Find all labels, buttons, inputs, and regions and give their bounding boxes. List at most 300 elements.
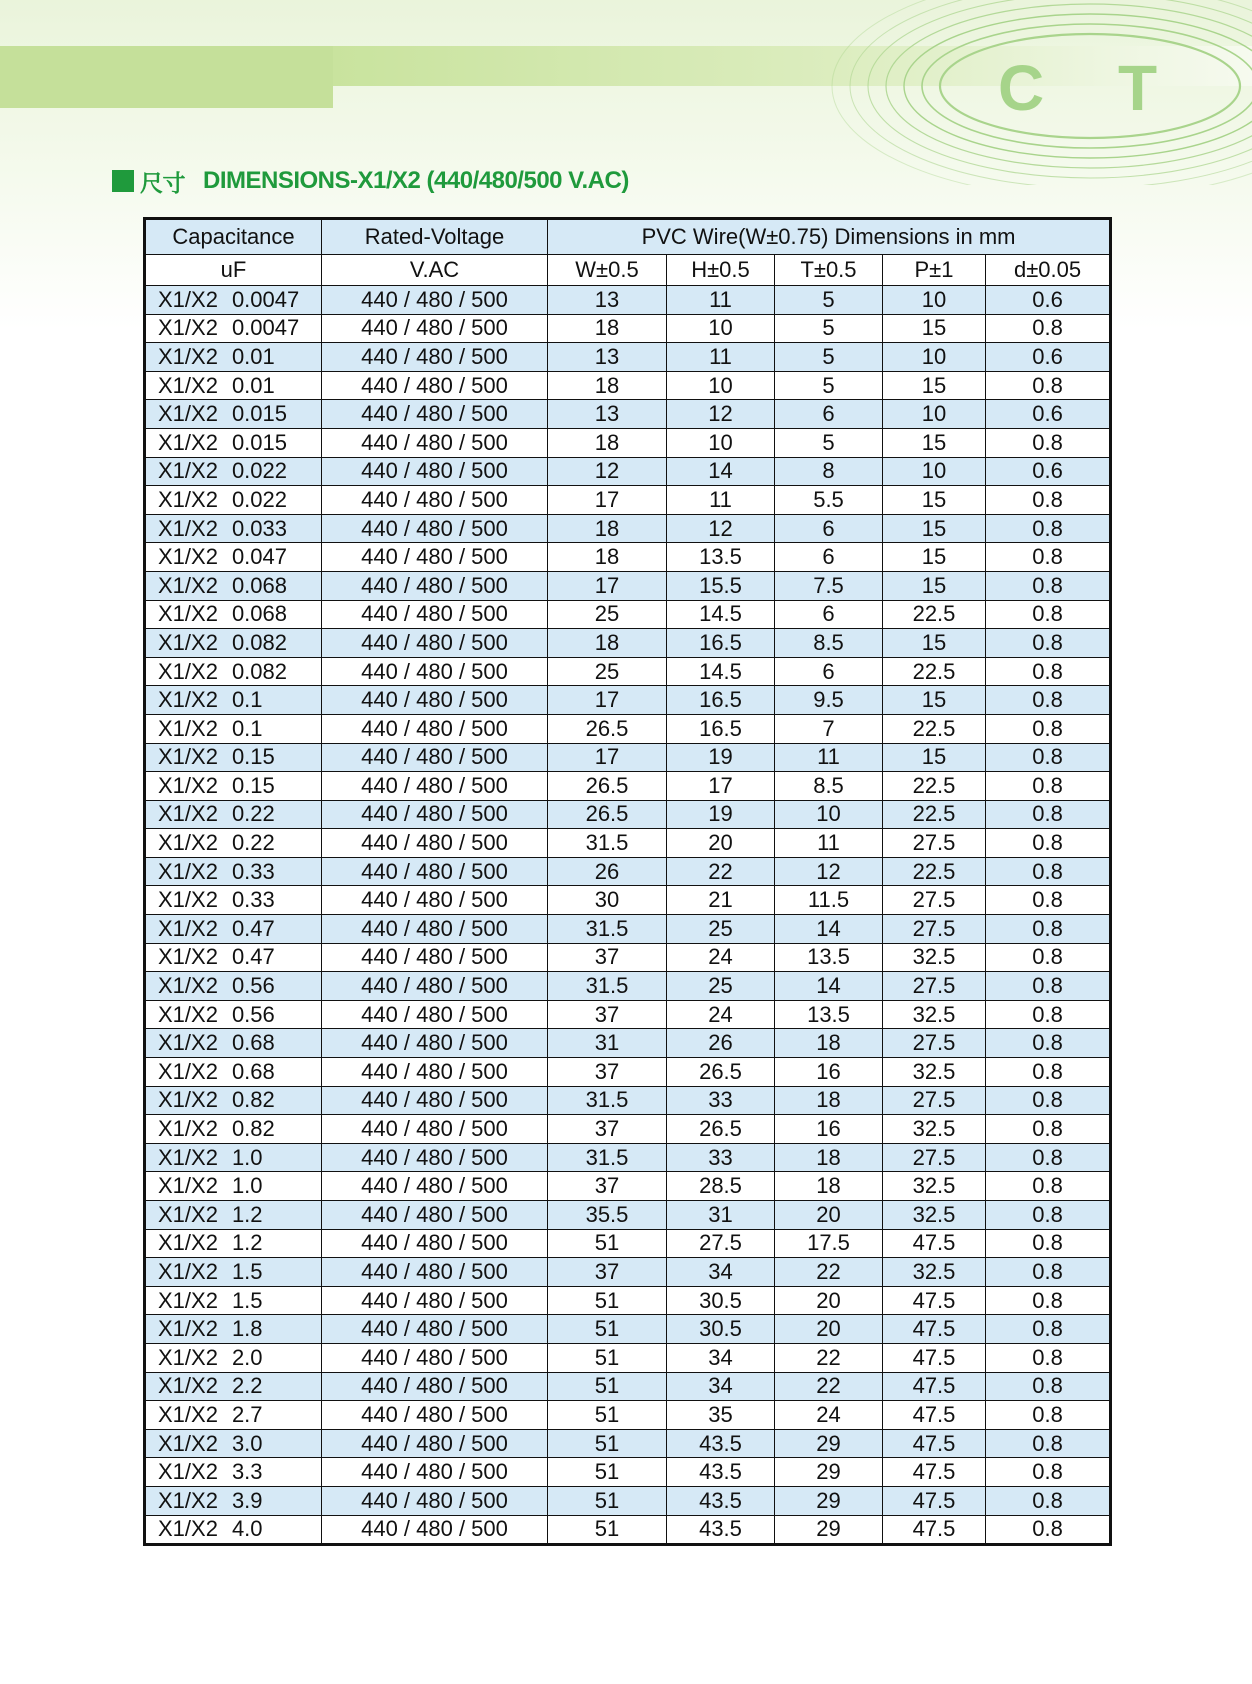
h-cell: 10 — [667, 371, 775, 400]
p-cell: 47.5 — [883, 1401, 986, 1430]
rated-voltage-cell: 440 / 480 / 500 — [322, 743, 548, 772]
w-cell: 37 — [548, 1172, 667, 1201]
capacitance-value: 0.082 — [231, 658, 287, 684]
capacitance-value: 1.0 — [231, 1173, 263, 1199]
t-cell: 16 — [775, 1058, 883, 1087]
d-cell: 0.8 — [986, 600, 1111, 629]
d-cell: 0.8 — [986, 857, 1111, 886]
t-cell: 13.5 — [775, 1000, 883, 1029]
t-cell: 10 — [775, 800, 883, 829]
w-cell: 18 — [548, 371, 667, 400]
capacitance-cell — [145, 314, 322, 343]
p-cell: 22.5 — [883, 714, 986, 743]
rated-voltage-cell: 440 / 480 / 500 — [322, 1143, 548, 1172]
capacitor-type: X1/X2 — [158, 1001, 218, 1027]
rated-voltage-cell: 440 / 480 / 500 — [322, 543, 548, 572]
h-cell: 25 — [667, 915, 775, 944]
capacitance-cell — [145, 714, 322, 743]
capacitance-value: 0.47 — [231, 915, 275, 941]
t-cell: 22 — [775, 1372, 883, 1401]
capacitance-cell — [145, 343, 322, 372]
h-cell: 14.5 — [667, 657, 775, 686]
capacitance-value: 0.68 — [231, 1030, 275, 1056]
capacitance-value: 0.1 — [231, 715, 263, 741]
h-cell: 10 — [667, 314, 775, 343]
capacitor-type: X1/X2 — [158, 372, 218, 398]
capacitor-type: X1/X2 — [158, 973, 218, 999]
header-capacitance: Capacitance — [145, 219, 322, 255]
section-title — [112, 164, 629, 198]
h-cell: 12 — [667, 400, 775, 429]
p-cell: 15 — [883, 314, 986, 343]
d-cell: 0.8 — [986, 1143, 1111, 1172]
t-cell: 18 — [775, 1086, 883, 1115]
capacitance-value: 3.9 — [231, 1487, 263, 1513]
p-cell: 15 — [883, 543, 986, 572]
capacitance-value: 1.0 — [231, 1144, 263, 1170]
table-row — [145, 1401, 1111, 1430]
rated-voltage-cell: 440 / 480 / 500 — [322, 1286, 548, 1315]
h-cell: 43.5 — [667, 1515, 775, 1545]
capacitance-value: 0.56 — [231, 1001, 275, 1027]
d-cell: 0.8 — [986, 829, 1111, 858]
capacitance-value: 0.068 — [231, 601, 287, 627]
rated-voltage-cell: 440 / 480 / 500 — [322, 1000, 548, 1029]
w-cell: 51 — [548, 1315, 667, 1344]
w-cell: 18 — [548, 314, 667, 343]
table-row — [145, 972, 1111, 1001]
w-cell: 31 — [548, 1029, 667, 1058]
capacitor-type: X1/X2 — [158, 1373, 218, 1399]
d-cell: 0.8 — [986, 714, 1111, 743]
rated-voltage-cell: 440 / 480 / 500 — [322, 886, 548, 915]
table-row — [145, 772, 1111, 801]
table-row — [145, 1143, 1111, 1172]
w-cell: 51 — [548, 1372, 667, 1401]
w-cell: 17 — [548, 686, 667, 715]
capacitor-type: X1/X2 — [158, 887, 218, 913]
table-header-row — [145, 219, 1111, 255]
table-row — [145, 800, 1111, 829]
capacitance-value: 0.33 — [231, 858, 275, 884]
table-row — [145, 943, 1111, 972]
table-row — [145, 1486, 1111, 1515]
d-cell: 0.8 — [986, 1172, 1111, 1201]
p-cell: 22.5 — [883, 800, 986, 829]
p-cell: 47.5 — [883, 1315, 986, 1344]
p-cell: 10 — [883, 400, 986, 429]
h-cell: 14 — [667, 457, 775, 486]
capacitor-type: X1/X2 — [158, 944, 218, 970]
table-row — [145, 857, 1111, 886]
t-cell: 20 — [775, 1201, 883, 1230]
capacitance-value: 1.2 — [231, 1201, 263, 1227]
capacitance-cell — [145, 1486, 322, 1515]
p-cell: 15 — [883, 514, 986, 543]
capacitance-value: 0.15 — [231, 744, 275, 770]
w-cell: 13 — [548, 286, 667, 315]
rated-voltage-cell: 440 / 480 / 500 — [322, 714, 548, 743]
capacitor-type: X1/X2 — [158, 572, 218, 598]
capacitance-value: 0.015 — [231, 401, 287, 427]
table-row — [145, 514, 1111, 543]
capacitor-type: X1/X2 — [158, 486, 218, 512]
table-row — [145, 1000, 1111, 1029]
rated-voltage-cell: 440 / 480 / 500 — [322, 1343, 548, 1372]
w-cell: 31.5 — [548, 972, 667, 1001]
w-cell: 18 — [548, 543, 667, 572]
t-cell: 6 — [775, 657, 883, 686]
h-cell: 30.5 — [667, 1286, 775, 1315]
h-cell: 24 — [667, 943, 775, 972]
capacitor-type: X1/X2 — [158, 286, 218, 312]
h-cell: 26 — [667, 1029, 775, 1058]
w-cell: 13 — [548, 343, 667, 372]
w-cell: 37 — [548, 1058, 667, 1087]
capacitance-cell — [145, 457, 322, 486]
d-cell: 0.8 — [986, 1201, 1111, 1230]
rated-voltage-cell: 440 / 480 / 500 — [322, 486, 548, 515]
t-cell: 14 — [775, 915, 883, 944]
h-cell: 19 — [667, 743, 775, 772]
p-cell: 47.5 — [883, 1229, 986, 1258]
h-cell: 34 — [667, 1258, 775, 1287]
d-cell: 0.8 — [986, 514, 1111, 543]
table-row — [145, 543, 1111, 572]
h-cell: 26.5 — [667, 1058, 775, 1087]
capacitor-type: X1/X2 — [158, 601, 218, 627]
t-cell: 16 — [775, 1115, 883, 1144]
t-cell: 11 — [775, 743, 883, 772]
capacitor-type: X1/X2 — [158, 515, 218, 541]
p-cell: 10 — [883, 343, 986, 372]
w-cell: 51 — [548, 1229, 667, 1258]
capacitance-value: 0.82 — [231, 1116, 275, 1142]
rated-voltage-cell: 440 / 480 / 500 — [322, 915, 548, 944]
d-cell: 0.8 — [986, 1229, 1111, 1258]
h-cell: 30.5 — [667, 1315, 775, 1344]
capacitance-cell — [145, 857, 322, 886]
rated-voltage-cell: 440 / 480 / 500 — [322, 686, 548, 715]
capacitance-cell — [145, 800, 322, 829]
capacitance-value: 0.47 — [231, 944, 275, 970]
t-cell: 29 — [775, 1458, 883, 1487]
capacitance-cell — [145, 400, 322, 429]
w-cell: 51 — [548, 1343, 667, 1372]
d-cell: 0.8 — [986, 800, 1111, 829]
p-cell: 47.5 — [883, 1515, 986, 1545]
capacitance-cell — [145, 1315, 322, 1344]
header-band-left — [0, 46, 333, 108]
d-cell: 0.8 — [986, 1343, 1111, 1372]
w-cell: 26.5 — [548, 772, 667, 801]
header-h: H±0.5 — [667, 255, 775, 286]
w-cell: 25 — [548, 657, 667, 686]
rated-voltage-cell: 440 / 480 / 500 — [322, 1229, 548, 1258]
capacitance-cell — [145, 1000, 322, 1029]
d-cell: 0.6 — [986, 286, 1111, 315]
capacitance-cell — [145, 486, 322, 515]
capacitance-value: 0.56 — [231, 973, 275, 999]
p-cell: 27.5 — [883, 886, 986, 915]
d-cell: 0.8 — [986, 1058, 1111, 1087]
rated-voltage-cell: 440 / 480 / 500 — [322, 772, 548, 801]
capacitance-cell — [145, 1458, 322, 1487]
p-cell: 15 — [883, 571, 986, 600]
w-cell: 17 — [548, 486, 667, 515]
w-cell: 35.5 — [548, 1201, 667, 1230]
d-cell: 0.8 — [986, 1286, 1111, 1315]
capacitance-cell — [145, 1143, 322, 1172]
capacitor-type: X1/X2 — [158, 1287, 218, 1313]
t-cell: 5 — [775, 286, 883, 315]
rated-voltage-cell: 440 / 480 / 500 — [322, 571, 548, 600]
d-cell: 0.8 — [986, 1458, 1111, 1487]
section-title-text: DIMENSIONS-X1/X2 (440/480/500 V.AC) — [203, 167, 629, 194]
rated-voltage-cell: 440 / 480 / 500 — [322, 286, 548, 315]
capacitance-value: 0.01 — [231, 372, 275, 398]
rated-voltage-cell: 440 / 480 / 500 — [322, 457, 548, 486]
capacitance-value: 4.0 — [231, 1516, 263, 1542]
t-cell: 20 — [775, 1315, 883, 1344]
capacitor-type: X1/X2 — [158, 1316, 218, 1342]
w-cell: 51 — [548, 1486, 667, 1515]
table-row — [145, 343, 1111, 372]
d-cell: 0.8 — [986, 686, 1111, 715]
w-cell: 51 — [548, 1458, 667, 1487]
table-row — [145, 743, 1111, 772]
capacitor-type: X1/X2 — [158, 1173, 218, 1199]
table-row — [145, 314, 1111, 343]
capacitor-type: X1/X2 — [158, 1116, 218, 1142]
h-cell: 11 — [667, 486, 775, 515]
h-cell: 13.5 — [667, 543, 775, 572]
t-cell: 6 — [775, 600, 883, 629]
h-cell: 11 — [667, 343, 775, 372]
capacitance-value: 0.82 — [231, 1087, 275, 1113]
capacitance-value: 0.022 — [231, 486, 287, 512]
d-cell: 0.8 — [986, 886, 1111, 915]
w-cell: 12 — [548, 457, 667, 486]
table-row — [145, 371, 1111, 400]
capacitor-type: X1/X2 — [158, 315, 218, 341]
h-cell: 27.5 — [667, 1229, 775, 1258]
t-cell: 11.5 — [775, 886, 883, 915]
table-row — [145, 915, 1111, 944]
w-cell: 51 — [548, 1401, 667, 1430]
d-cell: 0.8 — [986, 1486, 1111, 1515]
p-cell: 27.5 — [883, 972, 986, 1001]
capacitance-cell — [145, 514, 322, 543]
d-cell: 0.8 — [986, 1315, 1111, 1344]
table-row — [145, 1058, 1111, 1087]
p-cell: 15 — [883, 629, 986, 658]
t-cell: 14 — [775, 972, 883, 1001]
header-voltage-unit: V.AC — [322, 255, 548, 286]
capacitor-type: X1/X2 — [158, 1430, 218, 1456]
d-cell: 0.8 — [986, 657, 1111, 686]
header-w: W±0.5 — [548, 255, 667, 286]
p-cell: 10 — [883, 457, 986, 486]
capacitance-cell — [145, 1058, 322, 1087]
capacitor-type: X1/X2 — [158, 458, 218, 484]
d-cell: 0.8 — [986, 1515, 1111, 1545]
h-cell: 14.5 — [667, 600, 775, 629]
p-cell: 27.5 — [883, 1143, 986, 1172]
table-row — [145, 486, 1111, 515]
d-cell: 0.8 — [986, 743, 1111, 772]
w-cell: 37 — [548, 1115, 667, 1144]
capacitor-type: X1/X2 — [158, 772, 218, 798]
table-row — [145, 400, 1111, 429]
table-body — [145, 286, 1111, 1545]
h-cell: 26.5 — [667, 1115, 775, 1144]
p-cell: 22.5 — [883, 600, 986, 629]
d-cell: 0.6 — [986, 457, 1111, 486]
t-cell: 18 — [775, 1143, 883, 1172]
table-row — [145, 1286, 1111, 1315]
table-row — [145, 714, 1111, 743]
capacitance-value: 0.0047 — [231, 286, 300, 312]
p-cell: 32.5 — [883, 1258, 986, 1287]
p-cell: 32.5 — [883, 1115, 986, 1144]
table-row — [145, 1086, 1111, 1115]
rated-voltage-cell: 440 / 480 / 500 — [322, 943, 548, 972]
capacitance-cell — [145, 1429, 322, 1458]
p-cell: 47.5 — [883, 1343, 986, 1372]
table-row — [145, 1343, 1111, 1372]
t-cell: 18 — [775, 1029, 883, 1058]
w-cell: 26.5 — [548, 800, 667, 829]
rated-voltage-cell: 440 / 480 / 500 — [322, 1372, 548, 1401]
capacitance-cell — [145, 972, 322, 1001]
t-cell: 18 — [775, 1172, 883, 1201]
d-cell: 0.8 — [986, 571, 1111, 600]
capacitance-cell — [145, 1515, 322, 1545]
t-cell: 5 — [775, 428, 883, 457]
capacitance-value: 0.22 — [231, 801, 275, 827]
t-cell: 8.5 — [775, 629, 883, 658]
t-cell: 9.5 — [775, 686, 883, 715]
capacitance-cell — [145, 629, 322, 658]
w-cell: 31.5 — [548, 829, 667, 858]
h-cell: 19 — [667, 800, 775, 829]
h-cell: 33 — [667, 1086, 775, 1115]
table-row — [145, 600, 1111, 629]
capacitor-type: X1/X2 — [158, 1087, 218, 1113]
capacitor-type: X1/X2 — [158, 1459, 218, 1485]
capacitance-value: 0.068 — [231, 572, 287, 598]
w-cell: 18 — [548, 629, 667, 658]
capacitor-type: X1/X2 — [158, 401, 218, 427]
capacitance-cell — [145, 571, 322, 600]
capacitor-type: X1/X2 — [158, 1487, 218, 1513]
h-cell: 31 — [667, 1201, 775, 1230]
d-cell: 0.8 — [986, 1258, 1111, 1287]
table-row — [145, 1429, 1111, 1458]
capacitance-cell — [145, 1172, 322, 1201]
rated-voltage-cell: 440 / 480 / 500 — [322, 1486, 548, 1515]
p-cell: 47.5 — [883, 1429, 986, 1458]
p-cell: 47.5 — [883, 1286, 986, 1315]
capacitor-type: X1/X2 — [158, 629, 218, 655]
rated-voltage-cell: 440 / 480 / 500 — [322, 829, 548, 858]
capacitance-cell — [145, 657, 322, 686]
capacitor-type: X1/X2 — [158, 858, 218, 884]
h-cell: 33 — [667, 1143, 775, 1172]
capacitance-cell — [145, 543, 322, 572]
header-pvc-wire-dimensions: PVC Wire(W±0.75) Dimensions in mm — [548, 219, 1111, 255]
table-row — [145, 1029, 1111, 1058]
header-capacitance-unit: uF — [145, 255, 322, 286]
h-cell: 16.5 — [667, 714, 775, 743]
capacitance-value: 1.5 — [231, 1258, 263, 1284]
t-cell: 6 — [775, 400, 883, 429]
w-cell: 31.5 — [548, 1086, 667, 1115]
table-row — [145, 457, 1111, 486]
capacitor-type: X1/X2 — [158, 1058, 218, 1084]
h-cell: 11 — [667, 286, 775, 315]
table-row — [145, 428, 1111, 457]
capacitance-value: 0.015 — [231, 429, 287, 455]
p-cell: 27.5 — [883, 915, 986, 944]
rated-voltage-cell: 440 / 480 / 500 — [322, 428, 548, 457]
d-cell: 0.8 — [986, 371, 1111, 400]
t-cell: 5.5 — [775, 486, 883, 515]
capacitor-type: X1/X2 — [158, 687, 218, 713]
t-cell: 22 — [775, 1258, 883, 1287]
t-cell: 20 — [775, 1286, 883, 1315]
capacitor-type: X1/X2 — [158, 744, 218, 770]
rated-voltage-cell: 440 / 480 / 500 — [322, 1029, 548, 1058]
p-cell: 10 — [883, 286, 986, 315]
h-cell: 21 — [667, 886, 775, 915]
t-cell: 22 — [775, 1343, 883, 1372]
rated-voltage-cell: 440 / 480 / 500 — [322, 1201, 548, 1230]
d-cell: 0.8 — [986, 1115, 1111, 1144]
capacitor-type: X1/X2 — [158, 1144, 218, 1170]
capacitance-value: 3.3 — [231, 1459, 263, 1485]
h-cell: 22 — [667, 857, 775, 886]
header-p: P±1 — [883, 255, 986, 286]
rated-voltage-cell: 440 / 480 / 500 — [322, 1172, 548, 1201]
header-t: T±0.5 — [775, 255, 883, 286]
capacitance-value: 2.2 — [231, 1373, 263, 1399]
h-cell: 35 — [667, 1401, 775, 1430]
t-cell: 8 — [775, 457, 883, 486]
table-row — [145, 1315, 1111, 1344]
table-row — [145, 1372, 1111, 1401]
rated-voltage-cell: 440 / 480 / 500 — [322, 1315, 548, 1344]
d-cell: 0.8 — [986, 1029, 1111, 1058]
h-cell: 43.5 — [667, 1429, 775, 1458]
table-row — [145, 1115, 1111, 1144]
capacitance-value: 0.047 — [231, 544, 287, 570]
p-cell: 32.5 — [883, 943, 986, 972]
d-cell: 0.8 — [986, 1401, 1111, 1430]
d-cell: 0.8 — [986, 629, 1111, 658]
capacitor-type: X1/X2 — [158, 544, 218, 570]
h-cell: 43.5 — [667, 1486, 775, 1515]
d-cell: 0.8 — [986, 1086, 1111, 1115]
w-cell: 18 — [548, 428, 667, 457]
h-cell: 15.5 — [667, 571, 775, 600]
w-cell: 51 — [548, 1286, 667, 1315]
d-cell: 0.8 — [986, 486, 1111, 515]
p-cell: 32.5 — [883, 1172, 986, 1201]
table-row — [145, 829, 1111, 858]
w-cell: 30 — [548, 886, 667, 915]
